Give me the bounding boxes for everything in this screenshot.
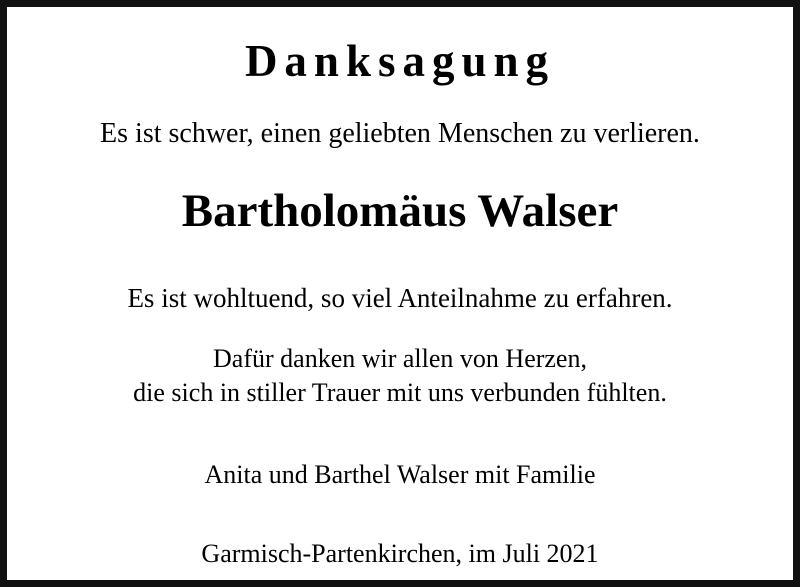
place-and-date: Garmisch-Partenkirchen, im Juli 2021 (201, 539, 599, 569)
notice-lead-text: Es ist schwer, einen geliebten Menschen zu verlieren. (100, 117, 700, 149)
notice-paragraph-gratitude: Es ist wohltuend, so viel Anteilnahme zu erfahren. (127, 283, 673, 314)
notice-paragraph-thanks-line-1: Dafür danken wir allen von Herzen, (213, 343, 587, 373)
notice-paragraph-thanks-line-2: die sich in stiller Trauer mit uns verbunden fühlten. (133, 378, 667, 408)
deceased-name: Bartholomäus Walser (181, 185, 619, 238)
notice-heading: Danksagung (244, 36, 556, 86)
notice-paragraph-thanks (133, 342, 667, 411)
family-signature: Anita und Barthel Walser mit Familie (204, 459, 596, 489)
